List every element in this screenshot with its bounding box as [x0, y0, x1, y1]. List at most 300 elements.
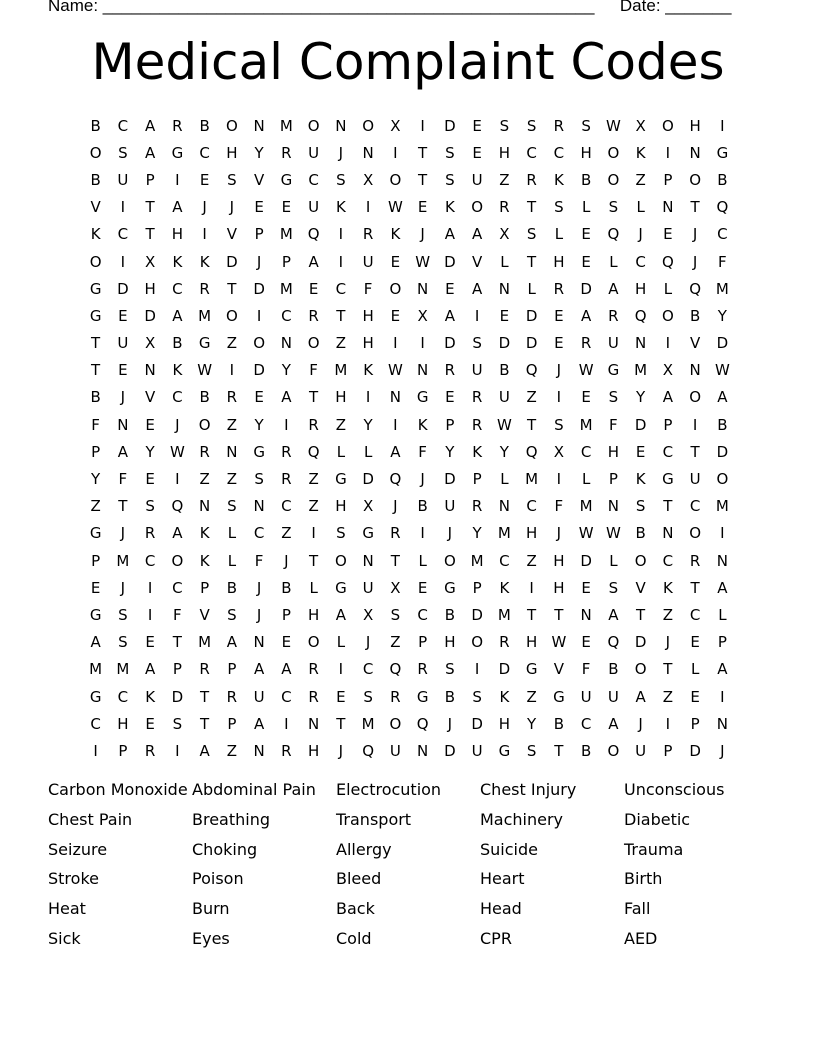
grid-letter: N — [362, 551, 374, 570]
grid-letter: I — [474, 660, 480, 679]
grid-letter: N — [417, 361, 429, 380]
grid-letter: D — [580, 551, 592, 570]
grid-letter: B — [580, 741, 592, 760]
grid-row — [82, 493, 736, 520]
grid-letter: Q — [389, 470, 402, 489]
grid-letter: L — [663, 279, 673, 298]
grid-letter: U — [117, 334, 129, 353]
grid-letter: C — [553, 143, 565, 162]
grid-letter: S — [581, 116, 591, 135]
grid-letter: L — [500, 252, 509, 271]
grid-letter: O — [716, 470, 729, 489]
grid-letter: O — [89, 143, 102, 162]
grid-letter: B — [689, 306, 701, 325]
grid-letter: C — [417, 605, 428, 624]
grid-letter: T — [663, 660, 673, 679]
grid-letter: Q — [362, 741, 375, 760]
grid-letter: T — [554, 605, 564, 624]
word-list-item: Fall — [624, 899, 651, 919]
grid-letter: A — [144, 143, 156, 162]
grid-letter: O — [689, 170, 702, 189]
grid-letter: Y — [636, 388, 646, 407]
grid-letter: T — [527, 415, 537, 434]
grid-letter: K — [635, 143, 646, 162]
page-title: Medical Complaint Codes — [91, 33, 725, 91]
grid-letter: P — [172, 660, 182, 679]
grid-letter: G — [607, 361, 620, 380]
grid-letter: H — [553, 252, 565, 271]
grid-letter: O — [225, 116, 238, 135]
grid-letter: P — [227, 714, 237, 733]
grid-letter: F — [718, 252, 727, 271]
grid-letter: N — [144, 361, 156, 380]
grid-letter: G — [416, 388, 429, 407]
grid-letter: Q — [634, 306, 647, 325]
grid-letter: O — [689, 388, 702, 407]
grid-letter: E — [663, 225, 673, 244]
word-list-item: Back — [336, 899, 375, 919]
grid-letter: J — [229, 198, 235, 217]
grid-letter: B — [553, 714, 565, 733]
grid-letter: R — [362, 225, 374, 244]
grid-letter: E — [254, 198, 264, 217]
grid-letter: A — [635, 687, 646, 706]
grid-letter: L — [718, 605, 727, 624]
grid-letter: D — [253, 361, 265, 380]
grid-letter: K — [199, 551, 210, 570]
grid-row — [82, 710, 736, 737]
grid-letter: D — [444, 116, 456, 135]
grid-letter: O — [607, 143, 620, 162]
grid-letter: T — [91, 361, 101, 380]
grid-letter: H — [307, 605, 320, 624]
grid-letter: N — [253, 116, 265, 135]
grid-letter: K — [335, 198, 346, 217]
grid-letter: X — [635, 116, 646, 135]
grid-letter: O — [607, 741, 620, 760]
grid-letter: E — [199, 170, 210, 189]
grid-letter: Q — [689, 279, 702, 298]
grid-letter: S — [526, 225, 537, 244]
grid-letter: X — [390, 578, 401, 597]
grid-letter: R — [172, 116, 183, 135]
grid-letter: B — [580, 170, 592, 189]
grid-letter: V — [553, 660, 564, 679]
grid-letter: D — [498, 660, 511, 679]
grid-letter: F — [418, 442, 427, 461]
grid-letter: Z — [499, 170, 510, 189]
grid-letter: O — [225, 306, 238, 325]
grid-letter: A — [608, 714, 619, 733]
grid-letter: E — [581, 225, 591, 244]
grid-letter: S — [118, 633, 128, 652]
grid-letter: F — [91, 415, 100, 434]
grid-letter: U — [308, 143, 320, 162]
grid-letter: Q — [307, 442, 320, 461]
grid-letter: E — [308, 279, 319, 298]
grid-letter: G — [89, 605, 102, 624]
grid-letter: W — [496, 415, 512, 434]
grid-letter: C — [662, 551, 674, 570]
grid-letter: J — [720, 741, 725, 760]
grid-letter: I — [665, 334, 671, 353]
grid-letter: I — [311, 524, 316, 543]
grid-letter: J — [175, 415, 180, 434]
grid-letter: R — [471, 497, 483, 516]
grid-letter: P — [281, 252, 291, 271]
grid-letter: R — [281, 470, 292, 489]
grid-letter: K — [499, 578, 510, 597]
grid-letter: J — [120, 578, 126, 597]
grid-letter: H — [362, 306, 374, 325]
grid-letter: Z — [226, 470, 238, 489]
grid-letter: J — [120, 388, 126, 407]
grid-letter: I — [393, 143, 398, 162]
grid-letter: C — [689, 497, 701, 516]
grid-letter: A — [471, 225, 483, 244]
grid-letter: T — [336, 714, 346, 733]
grid-letter: E — [554, 334, 564, 353]
grid-letter: L — [609, 551, 618, 570]
grid-letter: C — [281, 497, 292, 516]
grid-row — [82, 683, 736, 710]
grid-letter: C — [662, 442, 674, 461]
grid-letter: U — [389, 741, 401, 760]
grid-letter: M — [470, 551, 484, 570]
grid-letter: T — [527, 198, 537, 217]
grid-letter: U — [498, 388, 510, 407]
word-list-item: Machinery — [480, 809, 564, 829]
grid-letter: L — [581, 470, 591, 489]
grid-letter: H — [553, 551, 565, 570]
grid-letter: M — [116, 551, 130, 570]
word-list-item: Chest Injury — [480, 780, 577, 799]
grid-letter: P — [281, 605, 291, 624]
grid-letter: Z — [526, 687, 537, 706]
grid-letter: D — [471, 605, 483, 624]
grid-letter: S — [445, 170, 455, 189]
grid-letter: L — [227, 551, 237, 570]
grid-letter: C — [253, 524, 265, 543]
grid-letter: H — [498, 714, 511, 733]
grid-letter: F — [118, 470, 128, 489]
grid-letter: A — [117, 442, 128, 461]
grid-letter: N — [226, 442, 238, 461]
grid-letter: P — [418, 633, 428, 652]
grid-letter: T — [145, 198, 155, 217]
grid-letter: E — [581, 388, 591, 407]
grid-letter: N — [417, 279, 429, 298]
word-list-item: Electrocution — [336, 780, 442, 799]
grid-letter: B — [281, 578, 292, 597]
grid-letter: S — [145, 497, 155, 516]
grid-letter: I — [93, 741, 98, 760]
grid-letter: O — [389, 714, 402, 733]
grid-letter: G — [335, 470, 347, 489]
grid-letter: H — [498, 143, 511, 162]
grid-letter: H — [634, 279, 647, 298]
grid-letter: C — [717, 225, 728, 244]
grid-letter: H — [553, 578, 565, 597]
grid-letter: T — [390, 551, 400, 570]
grid-letter: G — [253, 442, 265, 461]
grid-letter: A — [281, 388, 292, 407]
grid-letter: I — [120, 198, 126, 217]
grid-letter: Q — [525, 361, 538, 380]
grid-letter: R — [144, 741, 156, 760]
grid-letter: Q — [661, 252, 674, 271]
grid-letter: U — [362, 578, 374, 597]
word-list-item: Seizure — [48, 839, 108, 859]
grid-letter: R — [199, 660, 210, 679]
grid-letter: Y — [445, 442, 455, 461]
grid-letter: J — [447, 714, 453, 733]
grid-letter: M — [715, 497, 729, 516]
grid-letter: F — [173, 605, 182, 624]
grid-letter: K — [472, 442, 483, 461]
grid-letter: F — [554, 497, 564, 516]
grid-letter: J — [256, 605, 262, 624]
grid-letter: X — [390, 116, 401, 135]
grid-letter: E — [581, 252, 591, 271]
grid-letter: M — [525, 470, 539, 489]
grid-letter: B — [199, 116, 210, 135]
grid-letter: A — [717, 388, 728, 407]
grid-letter: U — [471, 361, 483, 380]
grid-letter: E — [281, 633, 292, 652]
grid-letter: D — [444, 741, 456, 760]
grid-letter: H — [525, 524, 538, 543]
grid-letter: B — [499, 361, 510, 380]
grid-letter: O — [307, 334, 320, 353]
word-list-item: Eyes — [192, 928, 230, 948]
grid-letter: N — [662, 524, 674, 543]
name-date-line — [48, 0, 748, 20]
grid-letter: I — [529, 578, 534, 597]
grid-letter: R — [499, 633, 510, 652]
grid-letter: A — [253, 714, 265, 733]
grid-letter: R — [144, 524, 156, 543]
word-list-item: Heat — [48, 899, 86, 919]
grid-letter: D — [444, 470, 456, 489]
grid-letter: D — [253, 279, 265, 298]
grid-letter: U — [308, 198, 320, 217]
grid-letter: M — [279, 116, 293, 135]
grid-letter: V — [90, 198, 101, 217]
grid-row — [82, 357, 736, 384]
grid-letter: S — [635, 497, 646, 516]
grid-letter: O — [661, 116, 674, 135]
grid-letter: D — [689, 741, 701, 760]
grid-letter: J — [556, 524, 562, 543]
grid-letter: M — [715, 279, 729, 298]
grid-letter: N — [199, 497, 211, 516]
grid-letter: M — [334, 361, 348, 380]
grid-letter: B — [635, 524, 646, 543]
grid-row — [82, 438, 736, 465]
grid-letter: M — [279, 279, 293, 298]
grid-letter: O — [253, 334, 266, 353]
grid-letter: A — [172, 306, 183, 325]
grid-letter: P — [145, 170, 155, 189]
grid-letter: Y — [499, 442, 509, 461]
grid-letter: S — [336, 524, 346, 543]
grid-letter: E — [445, 388, 455, 407]
grid-letter: W — [387, 361, 403, 380]
grid-letter: R — [608, 306, 619, 325]
grid-letter: P — [118, 741, 128, 760]
grid-letter: F — [363, 279, 373, 298]
grid-row — [82, 330, 736, 357]
grid-letter: W — [387, 198, 403, 217]
grid-letter: N — [607, 497, 619, 516]
grid-letter: T — [200, 714, 210, 733]
grid-letter: E — [254, 388, 264, 407]
grid-letter: H — [362, 334, 374, 353]
grid-letter: U — [580, 687, 592, 706]
grid-letter: U — [117, 170, 129, 189]
grid-letter: F — [609, 415, 618, 434]
grid-letter: Y — [254, 415, 264, 434]
grid-letter: E — [145, 714, 155, 733]
grid-letter: A — [199, 741, 210, 760]
grid-letter: G — [716, 143, 729, 162]
grid-letter: I — [147, 605, 153, 624]
grid-row — [82, 737, 736, 764]
word-list-item: Allergy — [336, 839, 392, 859]
grid-letter: Z — [226, 415, 238, 434]
grid-letter: N — [308, 714, 320, 733]
grid-letter: S — [554, 415, 564, 434]
grid-letter: I — [147, 578, 153, 597]
grid-letter: O — [171, 551, 184, 570]
grid-letter: L — [527, 279, 536, 298]
grid-letter: A — [608, 605, 619, 624]
grid-letter: K — [199, 252, 210, 271]
grid-letter: I — [720, 116, 725, 135]
grid-letter: G — [89, 524, 102, 543]
grid-letter: E — [118, 361, 128, 380]
grid-letter: L — [227, 524, 237, 543]
grid-letter: D — [444, 252, 456, 271]
grid-letter: F — [309, 361, 318, 380]
grid-letter: Z — [662, 605, 674, 624]
grid-letter: G — [362, 524, 374, 543]
grid-letter: Y — [717, 306, 727, 325]
grid-letter: P — [91, 442, 101, 461]
grid-letter: L — [554, 225, 564, 244]
grid-letter: O — [389, 279, 402, 298]
grid-letter: G — [198, 334, 211, 353]
grid-letter: L — [609, 252, 618, 271]
grid-letter: Q — [607, 225, 620, 244]
word-list-item: Bleed — [336, 869, 382, 889]
grid-letter: E — [417, 578, 428, 597]
grid-row — [82, 275, 736, 302]
grid-row — [82, 520, 736, 547]
grid-letter: D — [716, 334, 729, 353]
grid-letter: C — [117, 225, 129, 244]
grid-letter: T — [418, 143, 428, 162]
grid-letter: R — [689, 551, 701, 570]
grid-letter: Z — [526, 551, 537, 570]
grid-letter: S — [608, 388, 619, 407]
grid-letter: P — [663, 741, 673, 760]
grid-letter: L — [336, 442, 346, 461]
grid-letter: P — [227, 660, 237, 679]
grid-letter: B — [226, 578, 238, 597]
grid-letter: A — [226, 633, 237, 652]
grid-letter: A — [144, 116, 156, 135]
grid-letter: T — [527, 252, 537, 271]
grid-letter: P — [91, 551, 101, 570]
grid-letter: Z — [308, 497, 319, 516]
grid-letter: X — [144, 252, 156, 271]
grid-letter: R — [226, 687, 238, 706]
grid-letter: S — [363, 687, 373, 706]
grid-letter: J — [365, 633, 371, 652]
grid-letter: S — [118, 143, 128, 162]
word-list-item: Heart — [480, 869, 525, 889]
grid-letter: Z — [390, 633, 401, 652]
grid-letter: O — [389, 170, 402, 189]
grid-letter: J — [420, 470, 425, 489]
word-list-item: Poison — [192, 869, 244, 889]
grid-letter: Y — [363, 415, 373, 434]
grid-letter: D — [362, 470, 374, 489]
grid-letter: Y — [281, 361, 291, 380]
word-list-item: CPR — [480, 928, 512, 948]
grid-letter: I — [393, 415, 398, 434]
grid-letter: H — [117, 714, 129, 733]
grid-letter: J — [692, 225, 698, 244]
grid-letter: T — [690, 442, 700, 461]
grid-letter: R — [199, 442, 210, 461]
grid-letter: E — [118, 306, 128, 325]
grid-letter: O — [89, 252, 102, 271]
grid-letter: C — [144, 551, 156, 570]
grid-letter: U — [253, 687, 265, 706]
grid-letter: J — [556, 361, 562, 380]
grid-letter: A — [253, 660, 265, 679]
grid-letter: C — [362, 660, 374, 679]
grid-letter: C — [526, 143, 537, 162]
grid-letter: D — [444, 334, 456, 353]
grid-letter: P — [472, 578, 482, 597]
grid-letter: N — [716, 551, 728, 570]
grid-letter: O — [661, 306, 674, 325]
grid-letter: T — [309, 388, 319, 407]
grid-letter: N — [635, 334, 647, 353]
grid-letter: K — [662, 578, 673, 597]
grid-letter: I — [284, 714, 289, 733]
grid-letter: O — [471, 198, 484, 217]
grid-letter: J — [202, 198, 207, 217]
grid-letter: M — [634, 361, 648, 380]
grid-letter: G — [89, 687, 102, 706]
grid-letter: W — [605, 116, 621, 135]
grid-letter: I — [338, 252, 344, 271]
grid-letter: I — [120, 252, 126, 271]
grid-letter: D — [117, 279, 129, 298]
grid-letter: C — [90, 714, 101, 733]
grid-letter: T — [527, 605, 537, 624]
word-list-item: Suicide — [480, 839, 538, 859]
grid-letter: M — [579, 415, 593, 434]
grid-letter: I — [692, 415, 698, 434]
word-list — [48, 777, 768, 956]
grid-letter: I — [284, 415, 289, 434]
